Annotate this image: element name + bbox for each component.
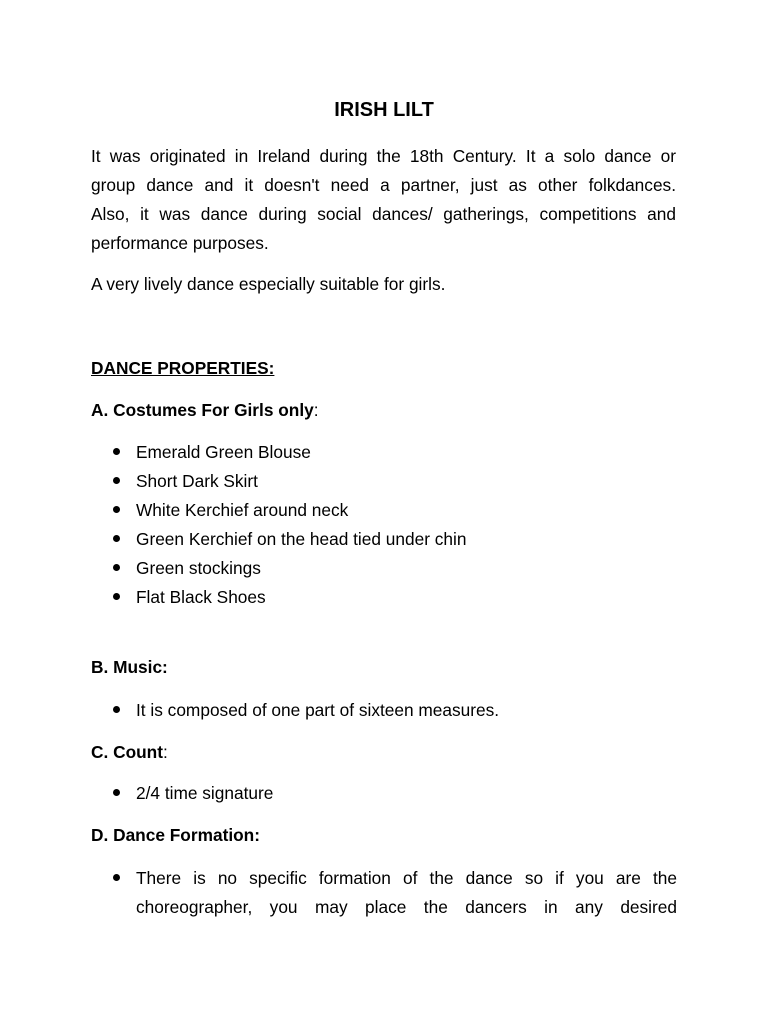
list-item-text: Green Kerchief on the head tied under chin: [136, 529, 467, 549]
list-item: [0, 438, 768, 467]
list-item-text: Short Dark Skirt: [136, 471, 258, 491]
intro-line: performance purposes.: [91, 233, 269, 253]
list-item-text: 2/4 time signature: [136, 783, 274, 803]
list-item-line: choreographer, you may place the dancers in any desired: [136, 897, 677, 917]
list-item-text: [136, 864, 677, 922]
list-item-line: There is no specific formation of the dance so if you are the: [136, 868, 677, 888]
list-item-text: Emerald Green Blouse: [136, 442, 311, 462]
bullet-icon: [113, 564, 120, 571]
count-heading: [91, 738, 168, 767]
costumes-heading: [91, 396, 319, 425]
intro-paragraph: [91, 142, 676, 258]
list-item: [0, 864, 768, 924]
music-heading-label: B. Music:: [91, 657, 168, 677]
list-item-text: White Kerchief around neck: [136, 500, 349, 520]
bullet-icon: [113, 477, 120, 484]
document-title: IRISH LILT: [334, 99, 434, 121]
costumes-list: [0, 438, 768, 612]
list-item: [0, 779, 768, 808]
properties-heading: [91, 354, 274, 383]
list-item-text: Green stockings: [136, 558, 261, 578]
bullet-icon: [113, 874, 120, 881]
costumes-heading-suffix: :: [313, 400, 319, 420]
intro-line: It was originated in Ireland during the 18th Century. It a solo dance or: [91, 146, 676, 166]
list-item: [0, 696, 768, 725]
bullet-icon: [113, 593, 120, 600]
intro-line: Also, it was dance during social dances/ gatherings, competitions and: [91, 204, 676, 224]
list-item: [0, 496, 768, 525]
bullet-icon: [113, 448, 120, 455]
bullet-icon: [113, 506, 120, 513]
list-item-text: Flat Black Shoes: [136, 587, 266, 607]
intro-note: A very lively dance especially suitable for girls.: [91, 274, 446, 294]
list-item: [0, 554, 768, 583]
count-heading-suffix: :: [163, 742, 168, 762]
list-item: [0, 525, 768, 554]
list-item: [0, 583, 768, 612]
bullet-icon: [113, 535, 120, 542]
bullet-icon: [113, 706, 120, 713]
list-item-text: It is composed of one part of sixteen measures.: [136, 700, 500, 720]
count-list: [0, 779, 768, 808]
count-heading-label: C. Count: [91, 742, 163, 762]
properties-heading-text: DANCE PROPERTIES:: [91, 358, 275, 378]
costumes-heading-label: A. Costumes For Girls only: [91, 400, 314, 420]
music-heading: [91, 653, 168, 682]
formation-heading-label: D. Dance Formation:: [91, 825, 260, 845]
formation-heading: [91, 821, 260, 850]
intro-line: group dance and it doesn't need a partner, just as other folkdances.: [91, 175, 676, 195]
music-list: [0, 696, 768, 725]
list-item: [0, 467, 768, 496]
bullet-icon: [113, 789, 120, 796]
